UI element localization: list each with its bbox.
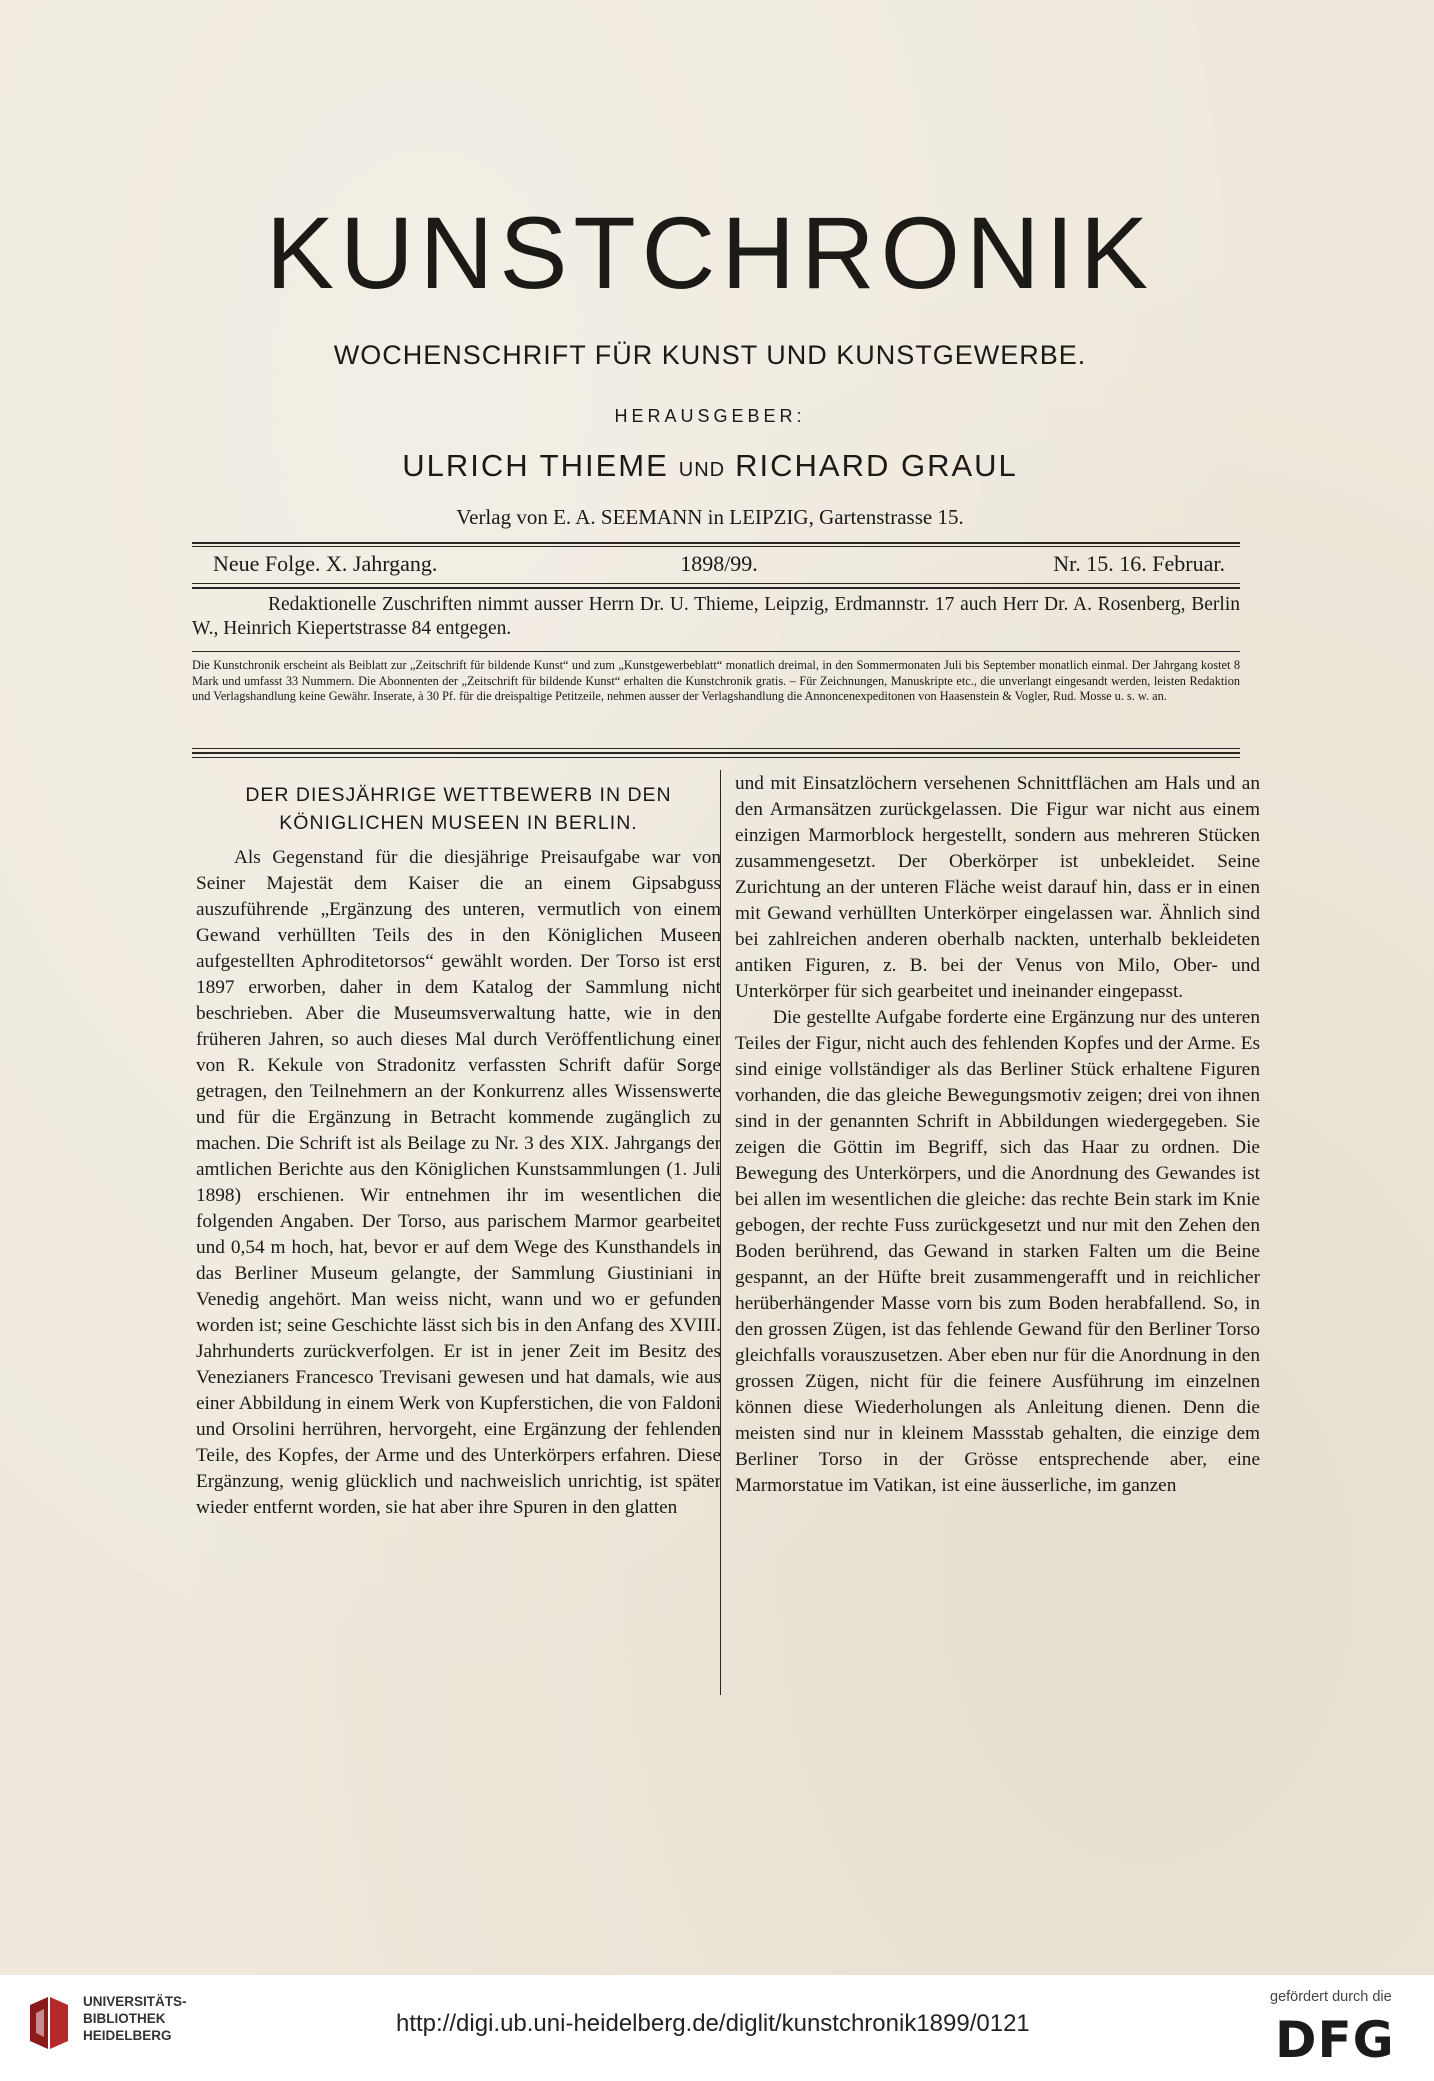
rule-top-thin bbox=[192, 546, 1240, 547]
sponsor-label: gefördert durch die bbox=[1270, 1989, 1392, 2005]
publisher-line: Verlag von E. A. SEEMANN in LEIPZIG, Gartenstrasse 15. bbox=[456, 505, 964, 529]
rule-issue-bottom-thick bbox=[192, 587, 1240, 589]
masthead-title: KUNSTCHRONIK bbox=[265, 196, 1155, 310]
article-paragraph: und mit Einsatzlöchern versehenen Schnittflächen am Hals und an den Armansätzen zurückgelassen. Die Figur war nicht aus einem einzigen Marmorblock hergestellt, sondern aus mehreren Stücken zusammengesetzt. Der Oberkörper ist unbekleidet. Seine Zurichtung an der unteren Fläche weist darauf hin, dass er in einen mit Gewand verhüllten Unterkörper eingelassen war. Ähnlich sind bei zahlreichen anderen oberhalb nackten, unterhalb bekleideten antiken Figuren, z. B. bei der Venus von Milo, Ober- und Unterkörper für sich gearbeitet und ineinander eingepasst. bbox=[735, 773, 1260, 1002]
library-name: UNIVERSITÄTS- BIBLIOTHEK HEIDELBERG bbox=[83, 1994, 187, 2043]
rule-notice-top bbox=[192, 651, 1240, 652]
editor-2: RICHARD GRAUL bbox=[735, 448, 1018, 483]
rule-notice-bottom-thick bbox=[192, 752, 1240, 754]
dfg-logo: DFG bbox=[1275, 2011, 1395, 2069]
article-left-column bbox=[196, 775, 721, 1521]
editor-1: ULRICH THIEME bbox=[402, 448, 669, 483]
article-right-column bbox=[735, 771, 1260, 1499]
issue-year: 1898/99. bbox=[680, 551, 758, 576]
editor-join: UND bbox=[678, 459, 726, 481]
editor-label: HERAUSGEBER: bbox=[614, 406, 806, 426]
rule-notice-bottom bbox=[192, 748, 1240, 749]
editor-names bbox=[190, 448, 1230, 484]
article-paragraph: Als Gegenstand für die diesjährige Preisaufgabe war von Seiner Majestät dem Kaiser die an einem Gipsabguss auszuführende „Ergänzung des unteren, vermutlich von einem Gewand verhüllten Teils des in den Königlichen Museen aufgestellten Aphroditetorsos“ gewählt worden. Der Torso ist erst 1897 erworben, daher in dem Katalog der Sammlung nicht beschrieben. Aber die Museumsverwaltung hatte, wie in den früheren Jahren, so auch dieses Mal durch Veröffentlichung einer von R. Kekule von Stradonitz verfassten Schrift dafür Sorge getragen, den Teilnehmern an der Konkurrenz alles Wissenswerte und für die Ergänzung in Betracht kommende zugänglich zu machen. Die Schrift ist als Beilage zu Nr. 3 des XIX. Jahrgangs der amtlichen Berichte aus den Königlichen Kunstsammlungen (1. Juli 1898) erschienen. Wir entnehmen ihr im wesentlichen die folgenden Angaben. Der Torso, aus parischem Marmor gearbeitet und 0,54 m hoch, hat, bevor er auf dem Wege des Kunsthandels in das Berliner Museum gelangte, der Sammlung Giustiniani in Venedig angehört. Man weiss nicht, wann und wo er gefunden worden ist; seine Geschichte lässt sich bis in den Anfang des XVIII. Jahrhunderts zurückverfolgen. Er ist in jener Zeit im Besitz des Venezianers Francesco Trevisani gewesen und hat damals, wie aus einer Abbildung in einem Werk von Kupferstichen, die von Faldoni und Orsolini herrühren, hervorgeht, eine Ergänzung der fehlenden Teile, des Kopfes, der Arme und des Unterkörpers erfahren. Diese Ergänzung, wenig glücklich und nachweislich unrichtig, ist später wieder entfernt worden, sie hat aber ihre Spuren in den glatten bbox=[196, 847, 721, 1518]
rule-issue-bottom bbox=[192, 583, 1240, 584]
library-logo-icon bbox=[28, 1995, 70, 2051]
permalink-url[interactable]: http://digi.ub.uni-heidelberg.de/diglit/kunstchronik1899/0121 bbox=[396, 2010, 1030, 2037]
issue-series: Neue Folge. X. Jahrgang. bbox=[213, 551, 438, 576]
issue-number: Nr. 15. 16. Februar. bbox=[1053, 551, 1225, 576]
subscription-notice: Die Kunstchronik erscheint als Beiblatt zur „Zeitschrift für bildende Kunst“ und zum „Kunstgewerbeblatt“ monatlich dreimal, in den Sommermonaten Juli bis September monatlich einmal. Der Jahrgang kostet 8 Mark und umfasst 33 Nummern. Die Abonnenten der „Zeitschrift für bildende Kunst“ erhalten die Kunstchronik gratis. – Für Zeichnungen, Manuskripte etc., die unverlangt eingesandt werden, leisten Redaktion und Verlagshandlung keine Gewähr. Inserate, à 30 Pf. für die dreispaltige Petitzeile, nehmen ausser der Verlagshandlung die Annoncenexpeditonen von Haasenstein & Vogler, Rud. Mosse u. s. w. an. bbox=[192, 658, 1240, 703]
masthead-subtitle: WOCHENSCHRIFT FÜR KUNST UND KUNSTGEWERBE. bbox=[333, 340, 1087, 370]
editorial-address bbox=[192, 593, 1240, 641]
article-headline: DER DIESJÄHRIGE WETTBEWERB IN DEN KÖNIGLICHEN MUSEEN IN BERLIN. bbox=[245, 784, 672, 834]
digitization-footer bbox=[0, 1975, 1434, 2081]
editorial-address-text: Redaktionelle Zuschriften nimmt ausser Herrn Dr. U. Thieme, Leipzig, Erdmannstr. 17 auch Herr Dr. A. Rosenberg, Berlin W., Heinrich Kiepertstrasse 84 entgegen. bbox=[192, 594, 1240, 639]
rule-top bbox=[192, 542, 1240, 544]
article-paragraph: Die gestellte Aufgabe forderte eine Ergänzung nur des unteren Teiles der Figur, nicht auch des fehlenden Kopfes und der Arme. Es sind einige vollständiger als das Berliner Stück erhaltene Figuren vorhanden, die das gleiche Bewegungsmotiv zeigen; drei von ihnen sind in der genannten Schrift in Abbildungen wiedergegeben. Sie zeigen die Göttin im Begriff, sich das Haar zu ordnen. Die Bewegung des Unterkörpers, und die Anordnung des Gewandes ist bei allen im wesentlichen die gleiche: das rechte Bein stark im Knie gebogen, der rechte Fuss zurückgesetzt und nur mit den Zehen den Boden berührend, das Gewand in starken Falten um die Beine gespannt, an der Hüfte breit zusammengerafft und in reichlicher herüberhängender Masse vorn bis zum Boden herabfallend. So, in den grossen Zügen, ist das fehlende Gewand für den Berliner Torso gleichfalls vorauszusetzen. Aber eben nur für die Anordnung in den grossen Zügen, nicht für die feinere Ausführung im einzelnen können diese Wiederholungen als Anleitung dienen. Denn die meisten sind nur in kleinem Massstab gehalten, die einzige dem Berliner Torso in der Grösse entsprechende aber, eine Marmorstatue im Vatikan, ist eine äusserliche, im ganzen bbox=[735, 1007, 1260, 1496]
rule-notice-bottom-thin bbox=[192, 757, 1240, 758]
